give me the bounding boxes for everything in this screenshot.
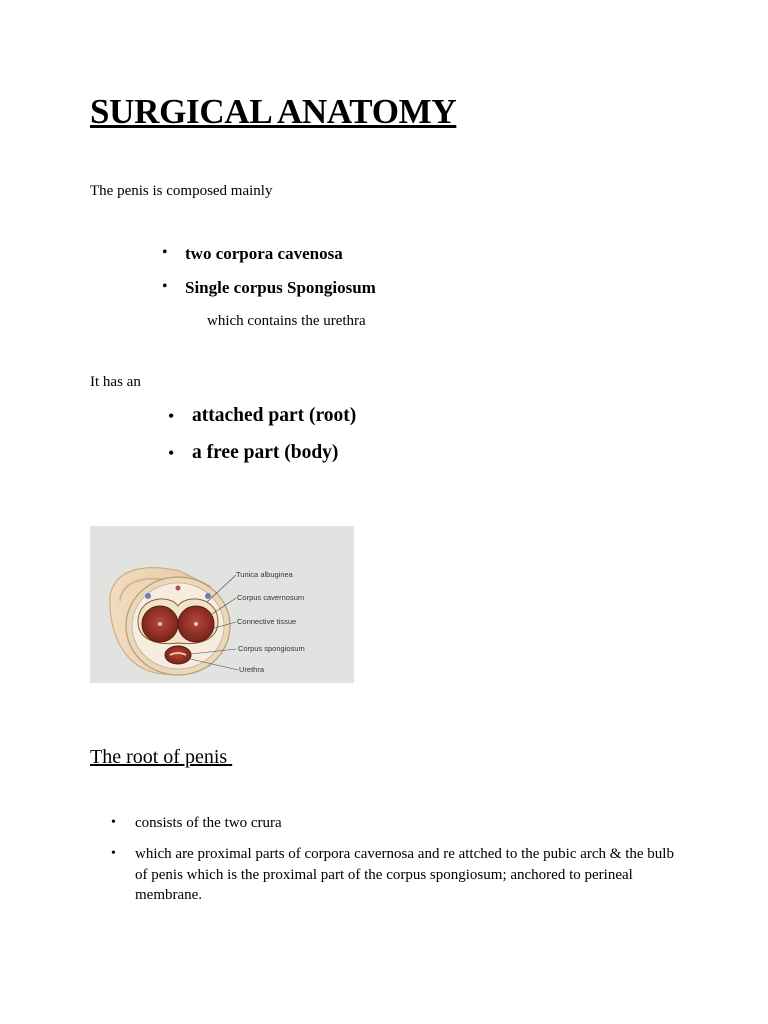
bullet-icon: • — [168, 406, 175, 426]
intro-text: The penis is composed mainly — [90, 183, 273, 199]
component-label: two corpora cavenosa — [185, 244, 343, 263]
bullet-icon: • — [162, 244, 168, 261]
parts-intro: It has an — [90, 374, 141, 390]
components-note: which contains the urethra — [207, 313, 366, 329]
root-item-text: which are proximal parts of corpora cavernosa and re attched to the pubic arch & the bulb of penis which is the proximal part of the corpus spongiosum; anchored to perineal membrane. — [135, 846, 674, 903]
bullet-icon: • — [162, 278, 168, 295]
bullet-icon: • — [111, 815, 116, 830]
root-item-text: consists of the two crura — [135, 815, 282, 831]
figure-label: Connective tissue — [237, 617, 297, 626]
cross-section-illustration — [90, 526, 354, 683]
part-label: attached part (root) — [192, 405, 357, 426]
section-heading: The root of penis — [90, 746, 233, 768]
component-label: Single corpus Spongiosum — [185, 278, 376, 297]
bullet-icon: • — [168, 443, 175, 463]
figure-label: Urethra — [239, 665, 265, 674]
penis-cross-section-figure — [90, 526, 354, 683]
figure-label: Corpus spongiosum — [238, 644, 305, 653]
figure-label: Corpus cavernosum — [237, 593, 305, 602]
figure-label: Tunica albuginea — [236, 570, 293, 579]
part-label: a free part (body) — [192, 442, 339, 463]
bullet-icon: • — [111, 846, 116, 861]
page-title: SURGICAL ANATOMY — [90, 92, 457, 131]
